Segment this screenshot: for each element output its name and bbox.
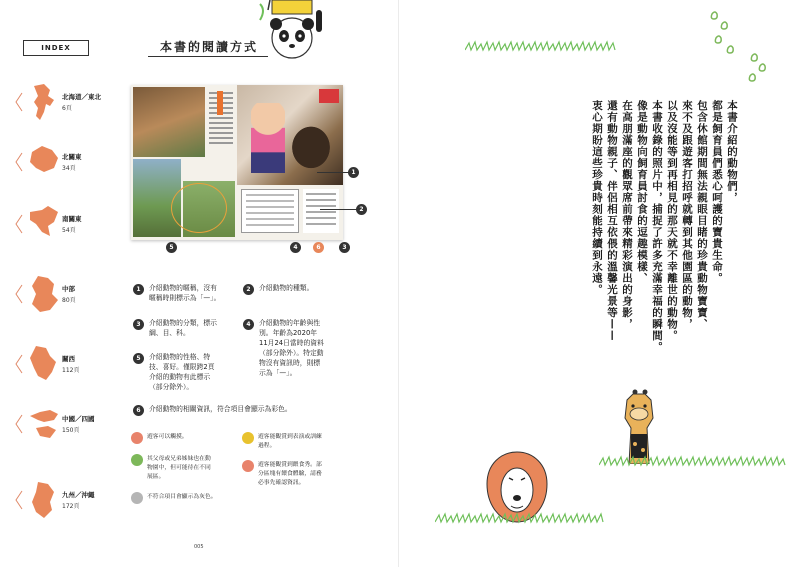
chevron-left-icon [14,354,24,374]
legend-item-3: 3 介紹動物的分類，標示 綱、目、科。 [133,318,245,342]
region-page: 54頁 [62,227,76,234]
sample-spread-image [131,85,343,240]
icon-legend-family: 其父母或兄弟姊妹也在動 物園中，但可能待在不同 展區。 [131,454,241,484]
show-icon [242,432,254,444]
region-name: 關西 [62,355,75,363]
legend-item-5: 5 介紹動物的性格、特 技、喜好。僅限跨2頁 介紹的動物有此標示 （部分除外）。 [133,352,245,398]
legend-item-4: 4 介紹動物的年齡與性 別。年齡為2020年 11月24日當時的資料 （部分除外）。特定動 物沒有資訊時，則標 示為「—」。 [243,318,355,384]
icon-legend-show: 遊客能觀賞到表演或訓練 過程。 [242,432,352,454]
south-kanto-map-icon [28,204,60,244]
marker-6: 6 [313,242,324,253]
region-kansai[interactable] [0,342,130,392]
marker-2: 2 [356,204,367,215]
region-south-kanto[interactable] [0,202,130,252]
region-page: 150頁 [62,427,80,434]
right-page [399,0,799,567]
pony-photo [133,87,205,157]
legend-item-1: 1 介紹動物的暱稱，沒有 暱稱時則標示為「—」。 [133,283,245,307]
grass-decoration [465,40,617,52]
panda-illustration [250,0,330,68]
sample-circle-frame [171,183,227,233]
region-page: 80頁 [62,297,76,304]
chugoku-shikoku-map-icon [28,404,60,444]
grass-decoration [599,455,789,467]
hokkaido-map-icon [28,82,60,122]
touch-icon [131,432,143,444]
sample-info-box [241,189,299,233]
region-chugoku-shikoku[interactable] [0,402,130,452]
region-page: 112頁 [62,367,80,374]
region-name: 中國／四國 [62,415,95,423]
footprints-icon [704,8,774,88]
gray-icon [131,492,143,504]
chevron-left-icon [14,92,24,112]
region-page: 172頁 [62,503,80,510]
grass-decoration [435,512,609,524]
index-tag[interactable]: INDEX [23,40,89,56]
region-name: 中部 [62,285,75,293]
region-name: 南關東 [62,215,82,223]
sample-tag [217,91,223,115]
sample-info-text [303,189,339,233]
giraffe-illustration [609,388,669,464]
region-chubu[interactable] [0,272,130,322]
region-name: 北海道／東北 [62,93,101,101]
chevron-left-icon [14,414,24,434]
marker-1: 1 [348,167,359,178]
icon-legend-feeding: 遊客能觀賞到餵食秀。部 分區塊有餵食體驗，請務 必事先確認資訊。 [242,460,352,490]
region-page: 6頁 [62,105,72,112]
region-hokkaido-tohoku[interactable] [0,80,130,130]
feeding-icon [242,460,254,472]
chevron-left-icon [14,490,24,510]
region-north-kanto[interactable] [0,140,130,190]
family-icon [131,454,143,466]
page-title: 本書的閱讀方式 [160,40,259,54]
intro-text: 本書介紹的動物們， 都是飼育員們悉心呵護的寶貴生命。 包含休館期間無法親眼目睹的珍貴動物寶寶、 來不及跟遊客打招呼就轉到其他園區的動物， 以及沒能等到再相見的那天就不幸離世的動物。 本書收錄的照片中，捕捉了許多充滿幸福的瞬間。 像是動物向飼育員討食的逗趣模樣、 在高朋滿座的觀眾席前帶來精彩演出的身影， 還有動物親子、伴侶相互依偎的溫馨光景等—— 衷心期盼這些珍貴時刻能持續到永遠。 [591,100,738,353]
marker-4: 4 [290,242,301,253]
marker-3: 3 [339,242,350,253]
region-name: 九州／沖繩 [62,491,95,499]
chevron-left-icon [14,152,24,172]
region-name: 北關東 [62,153,82,161]
chevron-left-icon [14,214,24,234]
legend-item-2: 2 介紹動物的種類。 [243,283,353,297]
kansai-map-icon [28,344,60,384]
sample-left-page [131,85,237,240]
north-kanto-map-icon [28,142,60,182]
left-page [0,0,399,567]
legend-item-6: 6 介紹動物的相關資訊，符合項目會顯示為彩色。 [133,404,363,418]
icon-legend-touch: 遊客可以觸摸。 [131,432,241,446]
icon-legend-gray: 不符合項目會顯示為灰色。 [131,492,241,506]
sample-tag [319,89,339,103]
chevron-left-icon [14,284,24,304]
region-kyushu-okinawa[interactable] [0,478,130,528]
kyushu-map-icon [28,480,60,520]
sample-right-page [237,85,343,240]
marker-5: 5 [166,242,177,253]
chubu-map-icon [28,274,60,314]
page-number: 005 [194,544,204,550]
region-page: 34頁 [62,165,76,172]
